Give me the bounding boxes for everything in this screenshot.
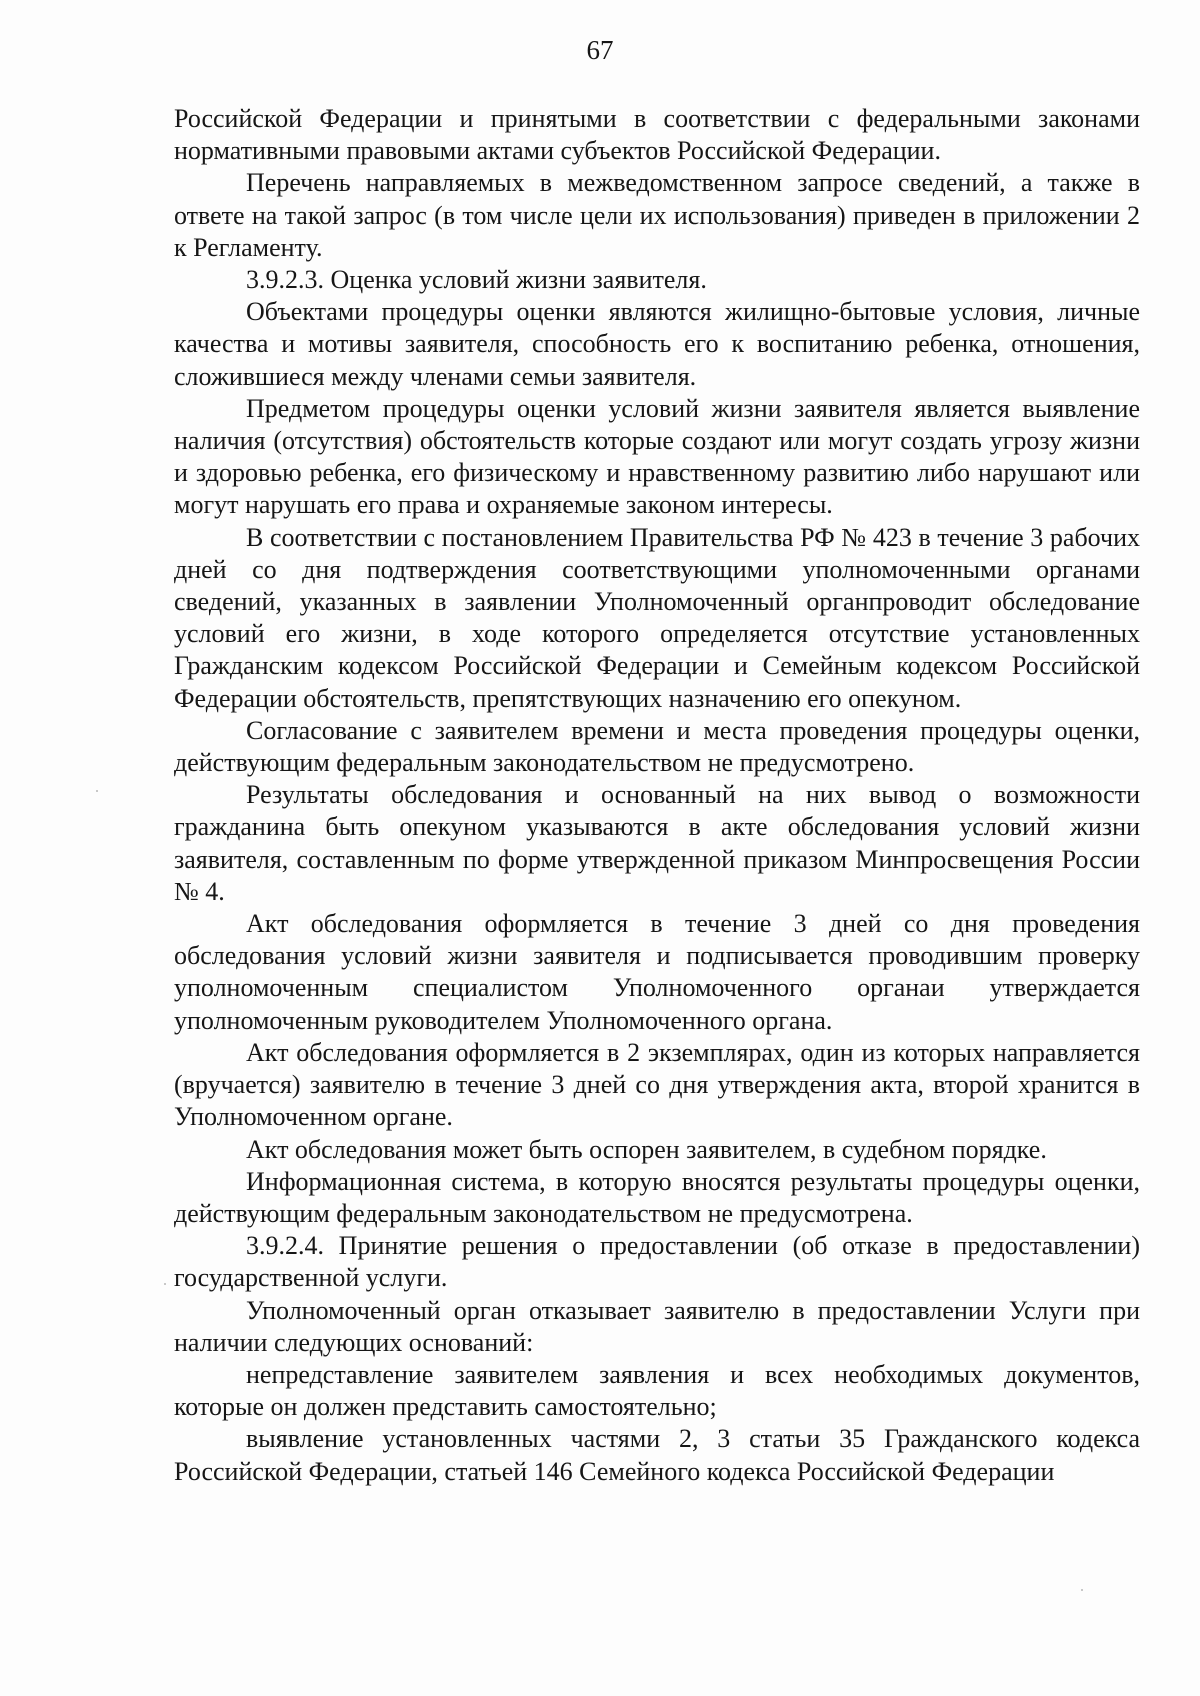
paragraph: Перечень направляемых в межведомственном запросе сведений, а также в ответе на такой запрос (в том числе цели их использования) приведен в приложении 2 к Регламенту. — [174, 168, 1140, 262]
list-item: выявление установленных частями 2, 3 статьи 35 Гражданского кодекса Российской Федерации, статьей 146 Семейного кодекса Российской Федерации — [174, 1424, 1140, 1486]
scan-speck — [96, 790, 98, 792]
paragraph: Акт обследования оформляется в течение 3 дней со дня проведения обследования условий жизни заявителя и подписывается проводившим проверку уполномоченным специалистом Уполномоченного органаи утверждается уполномоченным руководителем Уполномоченного органа. — [174, 909, 1140, 1035]
paragraph: Информационная система, в которую вносятся результаты процедуры оценки, действующим федеральным законодательством не предусмотрена. — [174, 1166, 1140, 1228]
list-item: непредставление заявителем заявления и всех необходимых документов, которые он должен представить самостоятельно; — [174, 1359, 1140, 1422]
paragraph: В соответствии с постановлением Правительства РФ № 423 в течение 3 рабочих дней со дня подтверждения соответствующими уполномоченными органами сведений, указанных в заявлении Уполномоченный органпроводит обследование условий его жизни, в ходе которого определяется отсутствие установленных Гражданским кодексом Российской Федерации и Семейным кодексом Российской Федерации обстоятельств, препятствующих назначению его опекуном. — [174, 522, 1140, 713]
paragraph: Уполномоченный орган отказывает заявителю в предоставлении Услуги при наличии следующих оснований: — [174, 1295, 1140, 1357]
paragraph: Акт обследования может быть оспорен заявителем, в судебном порядке. — [246, 1134, 1047, 1164]
section-heading-3-9-2-3: 3.9.2.3. Оценка условий жизни заявителя. — [246, 265, 707, 295]
scan-speck — [1081, 1589, 1083, 1591]
page-number: 67 — [586, 35, 614, 65]
paragraph: Объектами процедуры оценки являются жилищно-бытовые условия, личные качества и мотивы заявителя, способность его к воспитанию ребенка, отношения, сложившиеся между членами семьи заявителя. — [174, 297, 1140, 391]
scan-speck — [164, 1283, 166, 1285]
paragraph: Предметом процедуры оценки условий жизни заявителя является выявление наличия (отсутствия) обстоятельств которые создают или могут создать угрозу жизни и здоровью ребенка, его физическому и нравственному развитию либо нарушают или могут нарушать его права и охраняемые законом интересы. — [174, 393, 1140, 520]
paragraph: Акт обследования оформляется в 2 экземплярах, один из которых направляется (вручается) заявителю в течение 3 дней со дня утверждения акта, второй хранится в Уполномоченном органе. — [174, 1037, 1140, 1132]
document-body — [174, 103, 1140, 1488]
paragraph: Результаты обследования и основанный на них вывод о возможности гражданина быть опекуном указываются в акте обследования условий жизни заявителя, составленным по форме утвержденной приказом Минпросвещения России № 4. — [174, 780, 1140, 906]
paragraph-continuation: Российской Федерации и принятыми в соответствии с федеральными законами нормативными правовыми актами субъектов Российской Федерации. — [174, 104, 1140, 166]
paragraph: Согласование с заявителем времени и места проведения процедуры оценки, действующим федеральным законодательством не предусмотрено. — [174, 715, 1140, 778]
section-heading-3-9-2-4: 3.9.2.4. Принятие решения о предоставлении (об отказе в предоставлении) государственной услуги. — [174, 1231, 1140, 1293]
